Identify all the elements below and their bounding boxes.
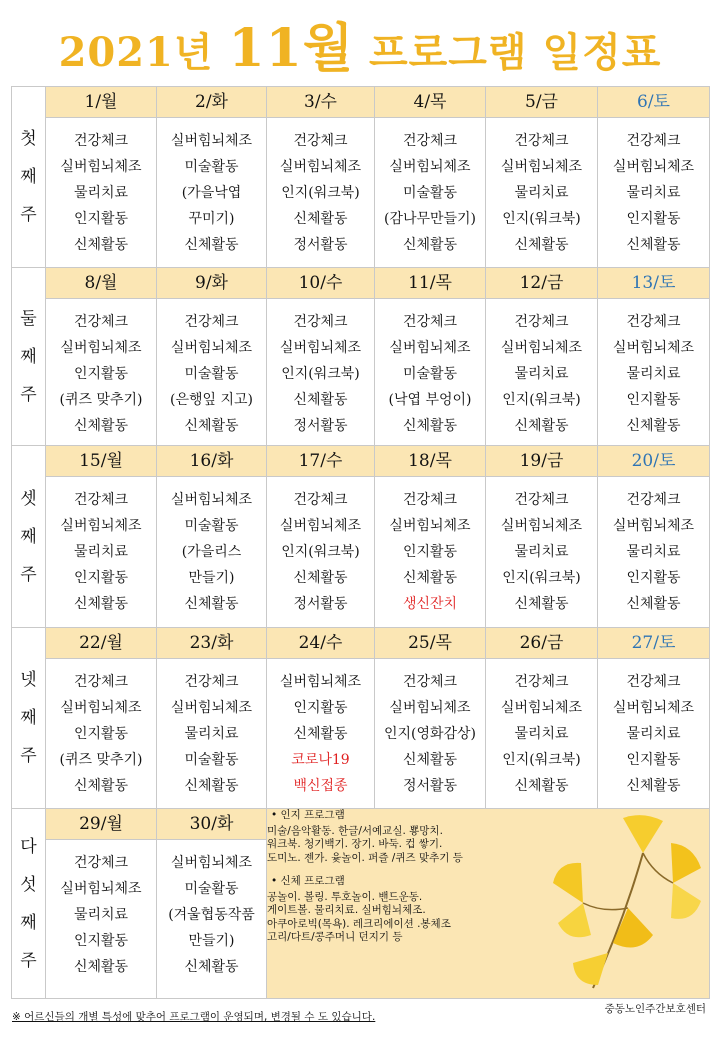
activity-item: 물리치료 [626, 726, 681, 742]
title-year: 2021년 [58, 29, 214, 76]
activity-list [375, 659, 485, 799]
day-date: 17/수 [267, 446, 374, 477]
activity-list [486, 659, 597, 799]
activity-item: 물리치료 [73, 185, 129, 201]
week-label-char: 째 [20, 526, 37, 547]
day-date: 30/화 [157, 809, 266, 840]
activity-item: 신체활동 [184, 778, 239, 794]
title-month: 11월 [228, 18, 355, 79]
day-date: 19/금 [486, 446, 597, 477]
activity-list [267, 477, 374, 617]
activity-item: 신체활동 [184, 959, 239, 975]
week-label-char: 째 [20, 167, 37, 187]
day-cell [267, 628, 375, 809]
activity-item: 만들기) [188, 570, 235, 586]
week-label [12, 87, 46, 268]
activity-item: 미술활동 [184, 159, 239, 175]
activity-item: 물리치료 [73, 907, 129, 923]
day-cell [46, 87, 157, 268]
day-date: 26/금 [486, 628, 597, 659]
activity-item: 물리치료 [184, 726, 239, 742]
activity-item: 물리치료 [626, 185, 681, 201]
activity-item: 건강체크 [626, 674, 681, 690]
week-label-char: 째 [20, 346, 37, 367]
day-cell [486, 628, 598, 809]
day-date: 4/목 [375, 87, 485, 118]
day-date: 13/토 [598, 268, 709, 299]
day-cell [157, 628, 267, 809]
center-name: 중동노인주간보호센터 [604, 1003, 706, 1015]
day-date: 27/토 [598, 628, 709, 659]
activity-list [157, 659, 266, 799]
activity-item: 인지(워크북) [502, 211, 581, 227]
activity-item: 신체활동 [184, 237, 239, 253]
activity-item: 정서활동 [402, 778, 458, 794]
activity-item: 신체활동 [402, 752, 458, 768]
week-row [12, 809, 710, 999]
activity-item: 물리치료 [626, 544, 681, 560]
activity-item: 생신잔치 [402, 596, 458, 612]
activity-list [598, 118, 709, 258]
day-date: 18/목 [375, 446, 485, 477]
day-cell [46, 268, 157, 446]
physical-program-line: 고리/다트/콩주머니 던지기 등 [267, 931, 403, 943]
activity-list [46, 840, 156, 980]
activity-item: 인지(워크북) [281, 544, 360, 560]
activity-item: 인지(워크북) [502, 570, 581, 586]
activity-item: 실버힘뇌체조 [170, 700, 253, 716]
activity-item: 신체활동 [402, 418, 458, 434]
activity-item: 실버힘뇌체조 [389, 159, 471, 175]
week-label-char: 째 [20, 912, 37, 933]
activity-item: 신체활동 [514, 237, 569, 253]
activity-item: 신체활동 [626, 778, 681, 794]
activity-item: 실버힘뇌체조 [279, 340, 362, 356]
day-date: 29/월 [46, 809, 156, 840]
activity-item: 실버힘뇌체조 [279, 159, 362, 175]
day-cell [598, 628, 710, 809]
activity-item: 꾸미기) [188, 211, 235, 227]
activity-item: 미술활동 [184, 881, 239, 897]
activity-item: 건강체크 [293, 133, 348, 149]
activity-item: 만들기) [188, 933, 235, 949]
week-label-char: 주 [20, 564, 37, 585]
activity-item: 신체활동 [293, 726, 348, 742]
activity-item: 신체활동 [73, 959, 129, 975]
activity-item: 실버힘뇌체조 [389, 340, 471, 356]
day-cell [46, 809, 157, 999]
activity-item: 신체활동 [73, 418, 129, 434]
day-cell [598, 446, 710, 628]
day-date: 6/토 [598, 87, 709, 118]
day-date: 20/토 [598, 446, 709, 477]
activity-item: 물리치료 [514, 726, 569, 742]
activity-item: (은행잎 지고) [170, 392, 253, 408]
activity-item: 신체활동 [293, 570, 348, 586]
activity-item: 신체활동 [293, 211, 348, 227]
week-label-char: 다 [20, 836, 37, 857]
activity-item: 정서활동 [293, 596, 348, 612]
activity-item: (가을리스 [181, 544, 242, 560]
activity-list [486, 477, 597, 617]
activity-item: 신체활동 [514, 596, 569, 612]
activity-item: 건강체크 [402, 314, 458, 330]
activity-item: 실버힘뇌체조 [500, 700, 583, 716]
day-date: 5/금 [486, 87, 597, 118]
activity-item: 인지활동 [626, 211, 681, 227]
activity-item: 건강체크 [402, 492, 458, 508]
activity-item: 신체활동 [73, 237, 129, 253]
week-row [12, 628, 710, 809]
week-label [12, 809, 46, 999]
day-cell [375, 628, 486, 809]
activity-item: 실버힘뇌체조 [60, 159, 142, 175]
activity-item: 인지활동 [73, 726, 129, 742]
program-info-panel [267, 809, 710, 999]
activity-item: (겨울협동작품 [168, 907, 255, 923]
activity-item: 건강체크 [184, 314, 239, 330]
cognitive-program-line: 미술/음악활동. 한글/서예교실. 뿅망치. [267, 824, 443, 837]
activity-item: 인지활동 [626, 392, 681, 408]
activity-list [375, 477, 485, 617]
activity-item: (가을낙엽 [181, 185, 242, 201]
activity-list [267, 659, 374, 799]
day-cell [267, 87, 375, 268]
page-title [0, 6, 720, 81]
week-label-char: 둘 [20, 308, 37, 329]
cognitive-program-line: 도미노. 젠가. 윷놀이. 퍼즐 /퀴즈 맞추기 등 [267, 851, 463, 864]
day-cell [157, 446, 267, 628]
activity-item: 실버힘뇌체조 [60, 700, 142, 716]
day-cell [46, 446, 157, 628]
day-date: 3/수 [267, 87, 374, 118]
activity-item: 신체활동 [73, 778, 129, 794]
week-label-char: 첫 [20, 129, 37, 149]
day-date: 15/월 [46, 446, 156, 477]
activity-item: 건강체크 [73, 674, 129, 690]
activity-item: 신체활동 [514, 778, 569, 794]
activity-list [157, 840, 266, 980]
activity-item: 인지(워크북) [502, 392, 581, 408]
week-row [12, 87, 710, 268]
activity-item: 실버힘뇌체조 [60, 340, 142, 356]
week-row [12, 446, 710, 628]
activity-item: 신체활동 [73, 596, 129, 612]
activity-item: 인지활동 [293, 700, 348, 716]
activity-item: 인지(영화감상) [383, 726, 477, 742]
activity-item: 신체활동 [402, 237, 458, 253]
activity-item: 건강체크 [73, 855, 129, 871]
week-label-char: 째 [20, 708, 37, 728]
activity-list [267, 299, 374, 439]
week-label-char: 주 [20, 384, 37, 405]
activity-item: 건강체크 [514, 133, 569, 149]
activity-item: 인지활동 [626, 570, 681, 586]
activity-item: 인지(워크북) [281, 366, 360, 382]
activity-item: 물리치료 [73, 544, 129, 560]
activity-item: 물리치료 [514, 544, 569, 560]
activity-item: 실버힘뇌체조 [612, 700, 695, 716]
activity-item: 물리치료 [514, 185, 569, 201]
activity-item: 실버힘뇌체조 [500, 159, 583, 175]
activity-item: 실버힘뇌체조 [500, 340, 583, 356]
activity-item: 실버힘뇌체조 [500, 518, 583, 534]
day-cell [375, 87, 486, 268]
day-date: 9/화 [157, 268, 266, 299]
activity-item: 실버힘뇌체조 [170, 340, 253, 356]
day-date: 25/목 [375, 628, 485, 659]
activity-item: 정서활동 [293, 418, 348, 434]
cognitive-program-line: 워크북. 청기백기. 장기. 바둑. 컵 쌓기. [267, 838, 443, 850]
day-cell [157, 809, 267, 999]
day-cell [46, 628, 157, 809]
week-label-char: 주 [20, 746, 37, 766]
week-label-char: 셋 [20, 488, 37, 509]
activity-item: 실버힘뇌체조 [612, 340, 695, 356]
day-date: 24/수 [267, 628, 374, 659]
day-date: 23/화 [157, 628, 266, 659]
activity-item: 인지활동 [626, 752, 681, 768]
activity-item: 인지활동 [73, 211, 129, 227]
activity-list [598, 299, 709, 439]
activity-item: 건강체크 [626, 314, 681, 330]
day-date: 1/월 [46, 87, 156, 118]
activity-item: 백신접종 [293, 778, 348, 794]
activity-item: 물리치료 [514, 366, 569, 382]
footer-note: ※ 어르신들의 개별 특성에 맞추어 프로그램이 운영되며, 변경될 수 도 있습니다. [12, 1011, 376, 1023]
activity-item: 미술활동 [184, 366, 239, 382]
activity-item: 실버힘뇌체조 [389, 700, 471, 716]
day-cell [486, 87, 598, 268]
week-label [12, 628, 46, 809]
activity-item: 인지(워크북) [281, 185, 360, 201]
activity-item: 건강체크 [73, 314, 129, 330]
activity-item: 미술활동 [402, 185, 458, 201]
week-label-char: 주 [20, 205, 37, 225]
title-rest: 프로그램 일정표 [369, 29, 662, 76]
activity-item: (낙엽 부엉이) [388, 392, 472, 408]
activity-item: 실버힘뇌체조 [60, 518, 142, 534]
activity-item: (퀴즈 맞추기) [59, 752, 143, 768]
day-date: 10/수 [267, 268, 374, 299]
activity-list [486, 118, 597, 258]
activity-item: 건강체크 [514, 674, 569, 690]
day-date: 2/화 [157, 87, 266, 118]
activity-item: 건강체크 [402, 133, 458, 149]
activity-item: 인지활동 [402, 544, 458, 560]
activity-list [486, 299, 597, 439]
activity-item: (감나무만들기) [383, 211, 477, 227]
activity-item: 인지활동 [73, 570, 129, 586]
activity-item: 실버힘뇌체조 [279, 674, 362, 690]
day-date: 12/금 [486, 268, 597, 299]
week-label-char: 주 [20, 950, 37, 971]
activity-list [157, 118, 266, 258]
day-cell [157, 87, 267, 268]
activity-item: 인지(워크북) [502, 752, 581, 768]
activity-list [598, 659, 709, 799]
activity-item: 신체활동 [184, 418, 239, 434]
activity-list [157, 299, 266, 439]
activity-item: 건강체크 [73, 492, 129, 508]
day-cell [486, 446, 598, 628]
physical-program-title: • 신체 프로그램 [271, 875, 345, 887]
activity-list [267, 118, 374, 258]
day-date: 8/월 [46, 268, 156, 299]
schedule-table [11, 86, 710, 999]
activity-item: 코로나19 [291, 752, 350, 768]
activity-item: 건강체크 [514, 314, 569, 330]
activity-list [598, 477, 709, 617]
activity-item: 신체활동 [402, 570, 458, 586]
activity-item: 미술활동 [184, 752, 239, 768]
week-label [12, 446, 46, 628]
physical-program-line: 게이트볼. 물리치료. 실버힘뇌체조. [267, 904, 426, 916]
physical-program-line: 아쿠아로빅(목욕). 레크리에이션 .봉체조 [267, 917, 451, 930]
activity-list [46, 659, 156, 799]
activity-item: 미술활동 [184, 518, 239, 534]
week-label [12, 268, 46, 446]
activity-item: 신체활동 [626, 418, 681, 434]
activity-item: 신체활동 [514, 418, 569, 434]
day-cell [375, 446, 486, 628]
day-date: 11/목 [375, 268, 485, 299]
physical-program-line: 공놀이. 볼링. 투호놀이. 밴드운동. [267, 890, 423, 903]
activity-item: 건강체크 [293, 314, 348, 330]
day-cell [486, 268, 598, 446]
activity-list [375, 299, 485, 439]
day-cell [598, 87, 710, 268]
day-date: 16/화 [157, 446, 266, 477]
activity-item: 정서활동 [293, 237, 348, 253]
activity-item: 건강체크 [184, 674, 239, 690]
ginkgo-leaves-icon [553, 813, 703, 993]
activity-item: 건강체크 [293, 492, 348, 508]
activity-item: 신체활동 [626, 237, 681, 253]
activity-item: 신체활동 [626, 596, 681, 612]
activity-list [46, 118, 156, 258]
day-cell [375, 268, 486, 446]
activity-item: 신체활동 [184, 596, 239, 612]
activity-item: 실버힘뇌체조 [60, 881, 142, 897]
activity-list [46, 299, 156, 439]
activity-item: 신체활동 [293, 392, 348, 408]
week-row [12, 268, 710, 446]
activity-list [375, 118, 485, 258]
activity-item: 건강체크 [402, 674, 458, 690]
week-label-char: 섯 [20, 874, 37, 895]
cognitive-program-title: • 인지 프로그램 [271, 809, 345, 821]
activity-item: 인지활동 [73, 933, 129, 949]
activity-item: 건강체크 [514, 492, 569, 508]
activity-item: 실버힘뇌체조 [389, 518, 471, 534]
day-cell [157, 268, 267, 446]
activity-item: 물리치료 [626, 366, 681, 382]
day-cell [598, 268, 710, 446]
day-date: 22/월 [46, 628, 156, 659]
activity-item: 건강체크 [73, 133, 129, 149]
activity-item: 실버힘뇌체조 [170, 133, 253, 149]
activity-list [157, 477, 266, 617]
day-cell [267, 268, 375, 446]
activity-list [46, 477, 156, 617]
activity-item: 건강체크 [626, 492, 681, 508]
activity-item: 실버힘뇌체조 [612, 518, 695, 534]
activity-item: 실버힘뇌체조 [170, 855, 253, 871]
day-cell [267, 446, 375, 628]
activity-item: (퀴즈 맞추기) [59, 392, 143, 408]
activity-item: 건강체크 [626, 133, 681, 149]
activity-item: 실버힘뇌체조 [612, 159, 695, 175]
activity-item: 실버힘뇌체조 [170, 492, 253, 508]
activity-item: 인지활동 [73, 366, 129, 382]
activity-item: 실버힘뇌체조 [279, 518, 362, 534]
week-label-char: 넷 [20, 670, 37, 690]
activity-item: 미술활동 [402, 366, 458, 382]
